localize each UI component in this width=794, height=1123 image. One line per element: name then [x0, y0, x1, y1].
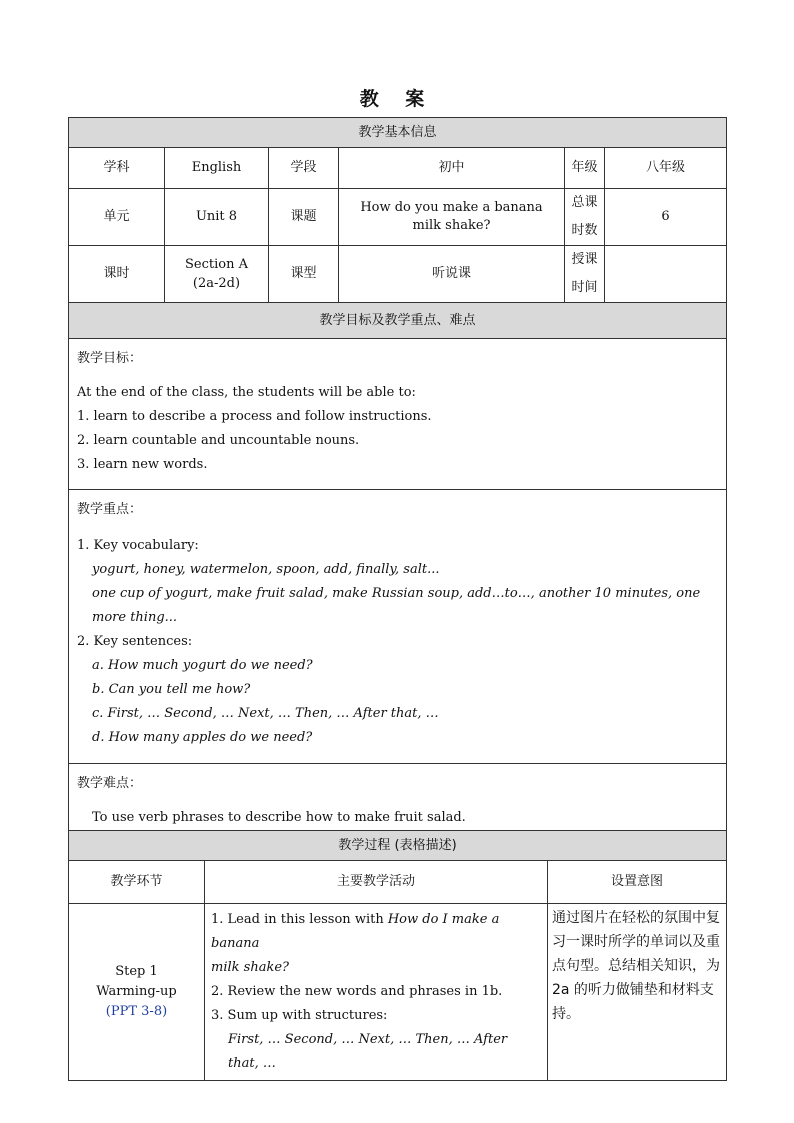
grade-label: 年级 — [565, 148, 605, 189]
activity-text-italic: How do I make a banana — [211, 912, 500, 951]
subject-value: English — [165, 148, 269, 189]
col-intent-header: 设置意图 — [548, 861, 727, 904]
subject-label: 学科 — [69, 148, 165, 189]
key-points-label: 教学重点： — [77, 502, 143, 517]
step-ppt-ref: (PPT 3-8) — [105, 1004, 168, 1019]
key-points-cell — [69, 490, 727, 764]
unit-label: 单元 — [69, 189, 165, 246]
vocab-line — [77, 582, 718, 606]
stage-label: 学段 — [269, 148, 339, 189]
col-activities-header: 主要教学活动 — [205, 861, 548, 904]
step-activities-cell — [205, 904, 548, 1081]
activity-item: 2. Review the new words and phrases in 1b. — [211, 984, 503, 999]
sentences-heading: 2. Key sentences: — [77, 634, 193, 649]
period-value-1: Section A — [185, 257, 248, 272]
page-title: 教 案 — [359, 88, 435, 110]
sentence-item — [77, 654, 718, 678]
type-label: 课型 — [269, 246, 339, 303]
lesson-plan-table — [68, 117, 727, 1081]
topic-value: How do you make a banana milk shake? — [339, 189, 565, 246]
vocab-line — [77, 558, 718, 582]
teach-time-label-2: 时间 — [571, 280, 598, 295]
objective-item: 1. learn to describe a process and follow instructions. — [77, 409, 432, 424]
activity-item — [211, 1028, 541, 1076]
step-name: Warming-up — [96, 984, 177, 999]
activity-item — [211, 956, 541, 980]
type-value: 听说课 — [339, 246, 565, 303]
unit-value: Unit 8 — [165, 189, 269, 246]
sentence-text: a. How much yogurt do we need? — [92, 658, 313, 673]
vocab-line-3: more thing... — [92, 610, 178, 625]
activity-item — [211, 908, 541, 956]
vocab-line-1: yogurt, honey, watermelon, spoon, add, finally, salt... — [92, 562, 440, 577]
activity-item: 3. Sum up with structures: — [211, 1008, 388, 1023]
step-stage-cell — [69, 904, 205, 1081]
topic-label: 课题 — [269, 189, 339, 246]
goals-header: 教学目标及教学重点、难点 — [69, 303, 727, 339]
vocab-heading: 1. Key vocabulary: — [77, 538, 199, 553]
process-header: 教学过程 (表格描述) — [69, 831, 727, 861]
period-label: 课时 — [69, 246, 165, 303]
total-lessons-label — [565, 189, 605, 246]
difficulty-text: To use verb phrases to describe how to make fruit salad. — [92, 810, 466, 825]
sentence-text: c. First, … Second, … Next, … Then, … After that, … — [92, 706, 439, 721]
total-lessons-label-2: 时数 — [571, 223, 598, 238]
sentence-item — [77, 726, 718, 750]
objectives-intro: At the end of the class, the students will be able to: — [77, 385, 416, 400]
difficulty-cell — [69, 764, 727, 831]
objective-item: 2. learn countable and uncountable nouns. — [77, 433, 360, 448]
period-value — [165, 246, 269, 303]
objective-item: 3. learn new words. — [77, 457, 208, 472]
teach-time-value — [605, 246, 727, 303]
vocab-line — [77, 606, 718, 630]
vocab-line-2: one cup of yogurt, make fruit salad, make Russian soup, add…to…, another 10 minutes, one — [92, 586, 701, 601]
sentence-text: d. How many apples do we need? — [92, 730, 313, 745]
teach-time-label-1: 授课 — [571, 252, 598, 267]
sentence-item — [77, 678, 718, 702]
activity-text-italic: First, … Second, … Next, … Then, … After that, … — [228, 1032, 508, 1071]
sentence-text: b. Can you tell me how? — [92, 682, 251, 697]
activity-text-italic: milk shake? — [211, 960, 289, 975]
total-lessons-label-1: 总课 — [571, 195, 598, 210]
difficulty-label: 教学难点： — [77, 776, 143, 791]
total-lessons-value: 6 — [605, 189, 727, 246]
step-number: Step 1 — [115, 964, 158, 979]
stage-value: 初中 — [339, 148, 565, 189]
activity-text: 1. Lead in this lesson with — [211, 912, 388, 927]
teach-time-label — [565, 246, 605, 303]
objectives-cell — [69, 339, 727, 490]
basic-info-header: 教学基本信息 — [69, 118, 727, 148]
step-intent-cell: 通过图片在轻松的氛围中复习一课时所学的单词以及重点句型。总结相关知识，为 2a 的听力做铺垫和材料支持。 — [548, 904, 727, 1081]
col-stage-header: 教学环节 — [69, 861, 205, 904]
objectives-label: 教学目标： — [77, 351, 143, 366]
period-value-2: (2a-2d) — [192, 276, 241, 291]
grade-value: 八年级 — [605, 148, 727, 189]
sentence-item — [77, 702, 718, 726]
